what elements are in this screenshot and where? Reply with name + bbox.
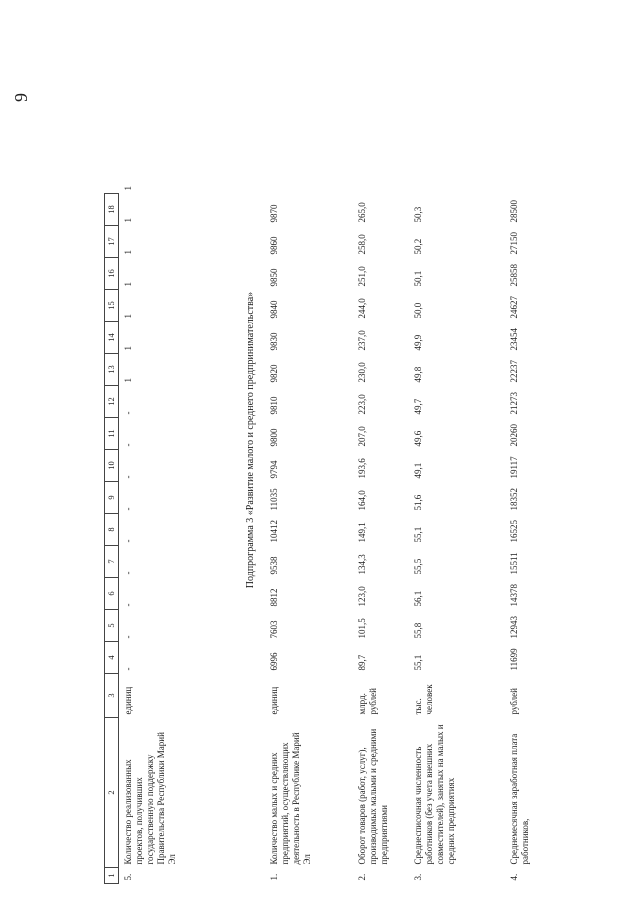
value-cell: 25858 xyxy=(509,264,520,287)
value-cell: 55,1 xyxy=(413,654,424,671)
value-cell: - xyxy=(123,539,133,543)
row-description: Среднемесячная заработная плата работников, xyxy=(509,733,531,865)
row-number: 1. xyxy=(269,873,280,881)
value-cell: 1 xyxy=(123,218,133,223)
value-cell: 22237 xyxy=(509,360,520,383)
header-cell: 3 xyxy=(105,674,119,718)
header-cell: 7 xyxy=(105,546,119,578)
value-cell: 14378 xyxy=(509,584,520,607)
value-cell: 265,0 xyxy=(357,202,368,223)
value-cell: 9860 xyxy=(269,236,280,255)
value-cell: 56,1 xyxy=(413,590,424,607)
row-number: 5. xyxy=(123,873,133,881)
value-cell: 1 xyxy=(123,250,133,255)
value-cell: - xyxy=(123,603,133,607)
value-cell: 8812 xyxy=(269,588,280,607)
value-cell: 230,0 xyxy=(357,362,368,383)
row-number: 2. xyxy=(357,873,368,881)
header-cell: 16 xyxy=(105,258,119,290)
row-unit: единиц xyxy=(269,686,280,715)
value-cell: 49,7 xyxy=(413,398,424,415)
value-cell: 49,8 xyxy=(413,366,424,383)
value-cell: 9810 xyxy=(269,396,280,415)
value-cell: 18352 xyxy=(509,488,520,511)
value-cell: 50,2 xyxy=(413,238,424,255)
value-cell: 1 xyxy=(123,346,133,351)
value-cell: 28500 xyxy=(509,200,520,223)
header-cell: 15 xyxy=(105,290,119,322)
value-cell: 9850 xyxy=(269,268,280,287)
value-cell: - xyxy=(123,443,133,447)
header-cell: 17 xyxy=(105,226,119,258)
value-cell: 55,5 xyxy=(413,558,424,575)
header-cell: 5 xyxy=(105,610,119,642)
value-cell: 9794 xyxy=(269,460,280,479)
value-cell: 55,1 xyxy=(413,526,424,543)
row-description: Оборот товаров (работ, услуг), производимых малыми и средними предприятиями xyxy=(357,728,390,865)
header-row xyxy=(105,183,119,884)
value-cell: 11035 xyxy=(269,488,280,511)
value-cell: - xyxy=(123,475,133,479)
header-cell: 2 xyxy=(105,718,119,868)
subprogram-title: Подпрограмма 3 «Развитие малого и среднего предпринимательства» xyxy=(245,291,256,589)
row-unit: млрд. рублей xyxy=(357,688,379,715)
row-unit: рублей xyxy=(509,688,520,715)
row-unit: тыс. человек xyxy=(413,684,435,715)
value-cell: - xyxy=(123,411,133,415)
value-cell: 89,7 xyxy=(357,654,368,671)
value-cell: 49,9 xyxy=(413,334,424,351)
value-cell: 237,0 xyxy=(357,330,368,351)
value-cell: 55,8 xyxy=(413,622,424,639)
header-cell: 4 xyxy=(105,642,119,674)
header-cell: 18 xyxy=(105,194,119,226)
value-cell: 27150 xyxy=(509,232,520,255)
value-cell: 258,0 xyxy=(357,234,368,255)
value-cell: 9870 xyxy=(269,204,280,223)
value-cell: - xyxy=(123,571,133,575)
value-cell: 15511 xyxy=(509,552,520,575)
value-cell: 11699 xyxy=(509,648,520,671)
table-row xyxy=(263,183,351,884)
header-cell: 6 xyxy=(105,578,119,610)
indicators-table xyxy=(104,183,541,884)
header-cell: 12 xyxy=(105,386,119,418)
value-cell: 50,1 xyxy=(413,270,424,287)
row-description: Количество малых и средних предприятий, осуществляющих деятельность в Республике Марий Эл xyxy=(269,732,313,865)
header-cell: 10 xyxy=(105,450,119,482)
header-cell: 11 xyxy=(105,418,119,450)
value-cell: - xyxy=(123,507,133,511)
value-cell: 1 xyxy=(123,282,133,287)
value-cell: 223,0 xyxy=(357,394,368,415)
value-cell: 9820 xyxy=(269,364,280,383)
value-cell: 149,1 xyxy=(357,522,368,543)
value-cell: 9538 xyxy=(269,556,280,575)
value-cell: 9830 xyxy=(269,332,280,351)
value-cell: 50,3 xyxy=(413,206,424,223)
value-cell: 10412 xyxy=(269,520,280,543)
value-cell: 123,0 xyxy=(357,586,368,607)
row-description: Среднесписочная численность работников (без учета внешних совместителей), занятых на малых и средних предприятиях xyxy=(413,724,457,865)
header-cell: 1 xyxy=(105,868,119,884)
value-cell: 9840 xyxy=(269,300,280,319)
value-cell: 101,5 xyxy=(357,618,368,639)
table-row xyxy=(407,183,503,884)
page-number: 9 xyxy=(11,93,31,102)
value-cell: 9800 xyxy=(269,428,280,447)
table-row xyxy=(119,183,232,884)
header-cell: 8 xyxy=(105,514,119,546)
table-row xyxy=(351,183,407,884)
value-cell: 24627 xyxy=(509,296,520,319)
value-cell: 207,0 xyxy=(357,426,368,447)
value-cell: 50,0 xyxy=(413,302,424,319)
value-cell: 1 xyxy=(123,378,133,383)
row-number: 3. xyxy=(413,873,424,881)
value-cell: 49,6 xyxy=(413,430,424,447)
value-cell: 20260 xyxy=(509,424,520,447)
table-row xyxy=(503,183,541,884)
header-cell: 9 xyxy=(105,482,119,514)
value-cell: 134,3 xyxy=(357,554,368,575)
subprogram-row xyxy=(231,183,263,884)
value-cell: - xyxy=(123,667,133,671)
value-cell: 16525 xyxy=(509,520,520,543)
value-cell: 7603 xyxy=(269,620,280,639)
value-cell: 51,6 xyxy=(413,494,424,511)
value-cell: 244,0 xyxy=(357,298,368,319)
value-cell: 23454 xyxy=(509,328,520,351)
value-cell: 164,0 xyxy=(357,490,368,511)
value-cell: - xyxy=(123,635,133,639)
value-cell: 193,6 xyxy=(357,458,368,479)
row-number: 4. xyxy=(509,873,520,881)
value-cell: 49,1 xyxy=(413,462,424,479)
value-cell: 1 xyxy=(123,314,133,319)
row-description: Количество реализованных проектов, получивших государственную поддержку Правительства Республики Марий Эл xyxy=(123,732,177,865)
value-cell: 6996 xyxy=(269,652,280,671)
header-cell: 14 xyxy=(105,322,119,354)
value-cell: 21273 xyxy=(509,392,520,415)
header-cell: 13 xyxy=(105,354,119,386)
value-cell: 1 xyxy=(122,186,133,191)
value-cell: 12943 xyxy=(509,616,520,639)
value-cell: 19117 xyxy=(509,456,520,479)
row-unit: единиц xyxy=(123,686,133,715)
value-cell: 251,0 xyxy=(357,266,368,287)
